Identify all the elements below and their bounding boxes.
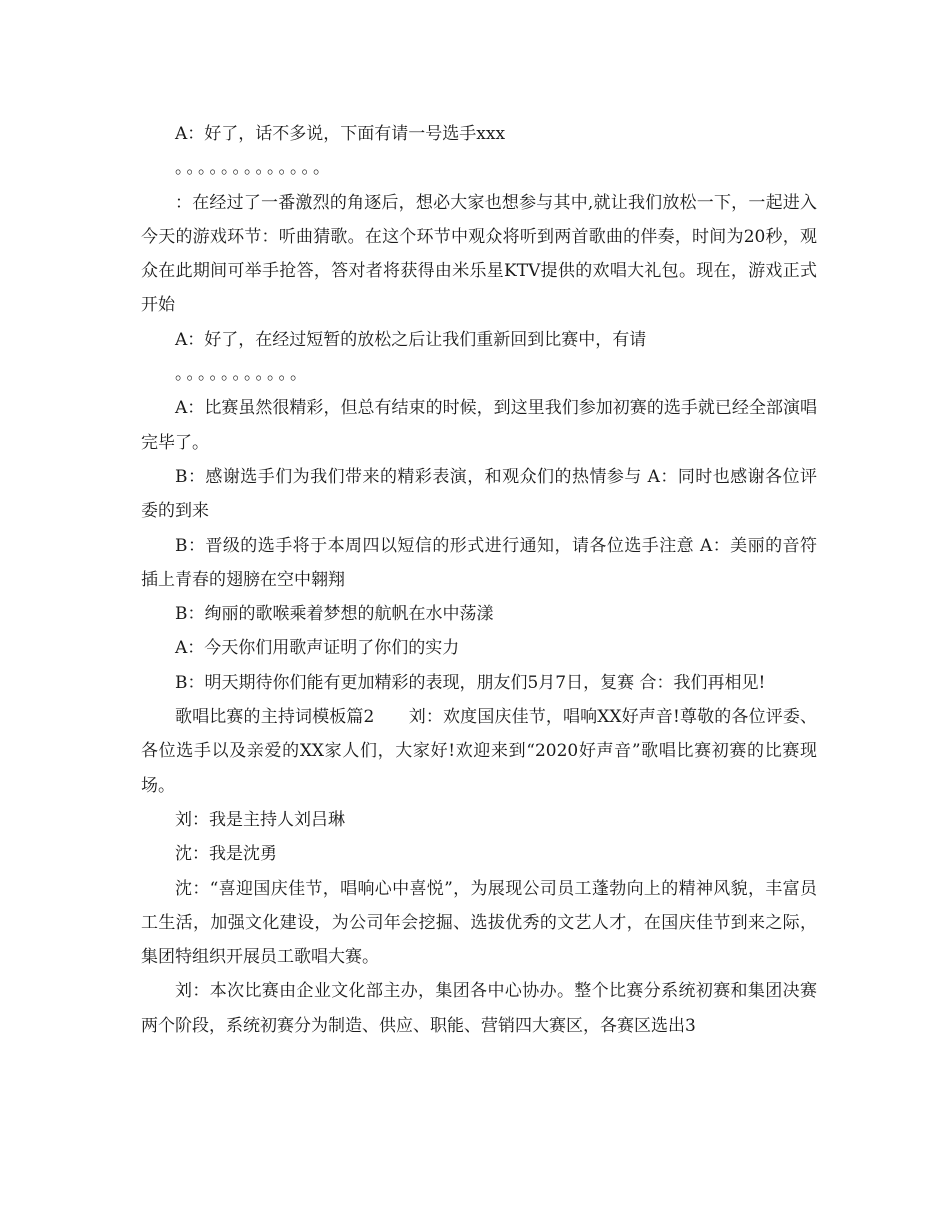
paragraph-game-intro: ：在经过了一番激烈的角逐后，想必大家也想参与其中,就让我们放松一下，一起进入今天的游戏环节：听曲猜歌。在这个环节中观众将听到两首歌曲的伴奏，时间为20秒，观众在此期间可举手抢答，答对者将获得由米乐星KTV提供的欢唱大礼包。现在，游戏正式开始 [141,192,817,316]
paragraph-liu-structure: 刘：本次比赛由企业文化部主办，集团各中心协办。整个比赛分系统初赛和集团决赛两个阶段，系统初赛分为制造、供应、职能、营销四大赛区，各赛区选出3 [141,981,817,1036]
paragraph-host-a-resume: A：好了，在经过短暂的放松之后让我们重新回到比赛中，有请 [175,329,647,350]
paragraph-liu-intro: 刘：我是主持人刘吕琳 [175,809,345,830]
paragraph-host-a-intro: A：好了，话不多说，下面有请一号选手xxx [175,124,506,144]
paragraph-shen-intro: 沈：我是沈勇 [175,844,277,865]
paragraph-host-a-strength: A：今天你们用歌声证明了你们的实力 [175,638,460,659]
ellipsis-line: 。。。。。。。。。。。 [175,364,310,385]
paragraph-host-b-farewell: B：明天期待你们能有更加精彩的表现，朋友们5月7日，复赛 合：我们再相见! [175,672,766,693]
paragraph-shen-purpose: 沈：“喜迎国庆佳节，唱响心中喜悦”，为展现公司员工蓬勃向上的精神风貌，丰富员工生活，加强文化建设，为公司年会挖掘、选拔优秀的文艺人才，在国庆佳节到来之际，集团特组织开展员工歌唱大赛。 [141,878,817,968]
document-body [141,117,817,1043]
paragraph-host-b-voice: B：绚丽的歌喉乘着梦想的航帆在水中荡漾 [175,604,494,625]
paragraph-host-a-closing: A：比赛虽然很精彩，但总有结束的时候，到这里我们参加初赛的选手就已经全部演唱完毕了。 [141,398,817,453]
paragraph-host-b-notice: B：晋级的选手将于本周四以短信的形式进行通知，请各位选手注意 A：美丽的音符插上青春的翅膀在空中翱翔 [141,535,817,590]
paragraph-template-2-heading: 歌唱比赛的主持词模板篇2 刘：欢度国庆佳节，唱响XX好声音!尊敬的各位评委、各位选手以及亲爱的XX家人们，大家好!欢迎来到“2020好声音”歌唱比赛初赛的比赛现场。 [141,707,817,796]
paragraph-host-b-thanks: B：感谢选手们为我们带来的精彩表演，和观众们的热情参与 A：同时也感谢各位评委的到来 [141,466,817,522]
ellipsis-line: 。。。。。。。。。。。。。 [175,158,333,179]
